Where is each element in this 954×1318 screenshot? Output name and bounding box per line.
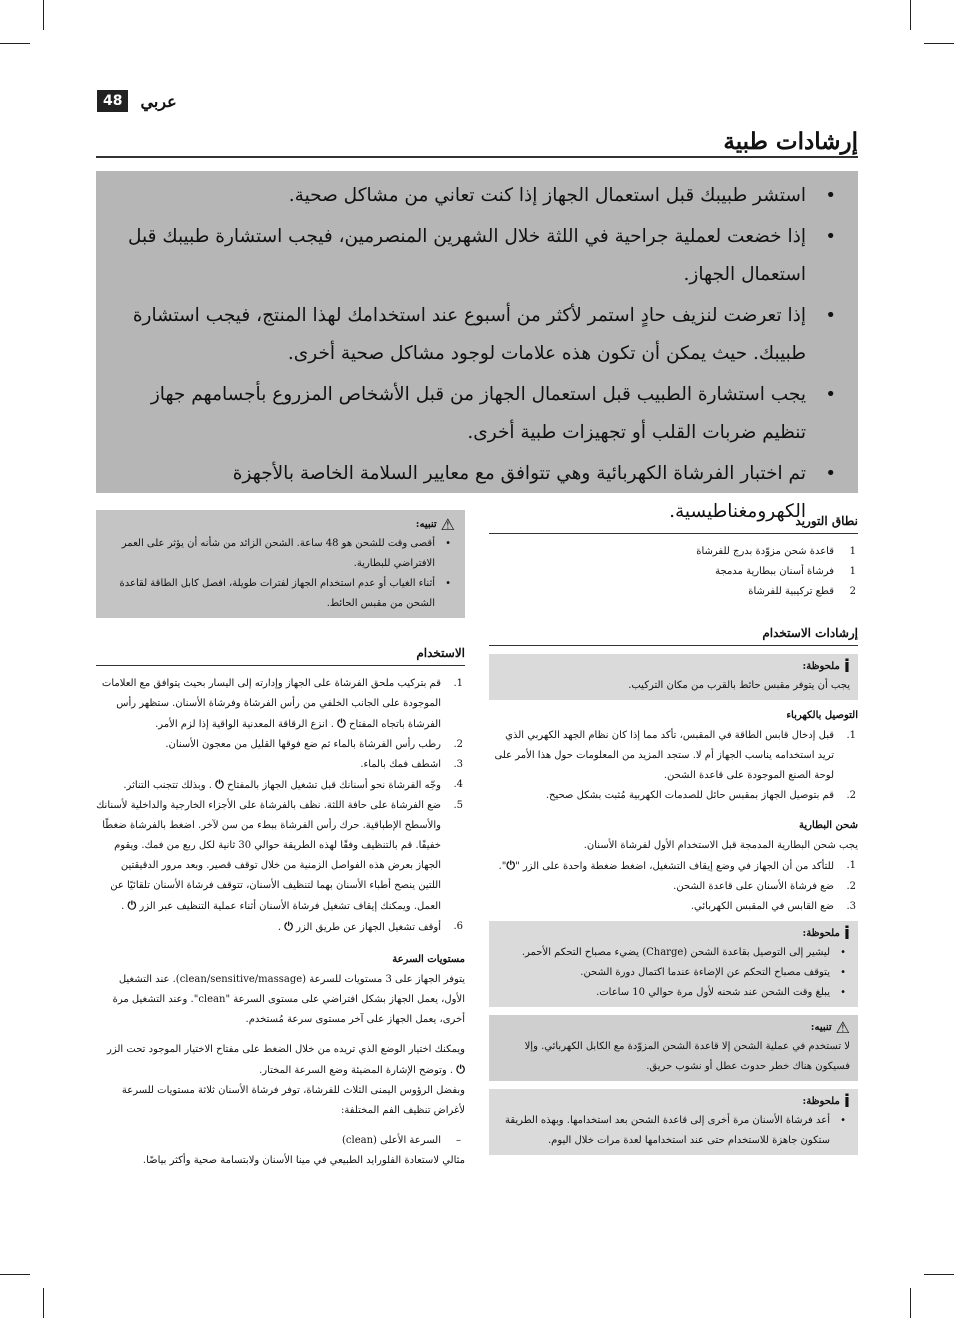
list-item: .3 ضع القابس في المقبس الكهربائي.	[690, 901, 856, 912]
list-item: • يجب استشارة الطبيب قبل استعمال الجهاز من قبل الأشخاص المزروع بأجسامهم جهاز تنظيم ضربات القلب أو تجهيزات طبية أخرى.	[122, 376, 842, 452]
usage-instructions-title: إرشادات الاستخدام	[762, 626, 858, 640]
note-text: يجب أن يتوفر مقبس حائط بالقرب من مكان التركيب.	[628, 680, 850, 691]
list-item: • ليشير إلى التوصيل بقاعدة الشحن (Charge) يضيء مصباح التحكم الأحمر.	[497, 943, 850, 963]
connection-list	[489, 726, 858, 806]
note-label: ملحوظة:	[802, 661, 840, 672]
usage-list	[96, 674, 465, 938]
list-item: .4 وجّه الفرشاة نحو أسنانك قبل تشغيل الجهاز بالمفتاح ⏻ . وبذلك تتجنب التناثر.	[123, 778, 463, 791]
section-divider	[489, 533, 858, 534]
power-icon: ⏻	[127, 899, 137, 912]
battery-intro: يجب شحن البطارية المدمجة قبل الاستخدام الأول لفرشاة الأسنان.	[583, 840, 858, 851]
note-box	[489, 654, 858, 700]
list-item: .3 اشطف فمك بالماء.	[360, 759, 463, 770]
battery-title: شحن البطارية	[799, 820, 858, 831]
power-icon: ⏻	[506, 859, 516, 872]
list-item: .5 ضع الفرشاة على حافة اللثة. نظف بالفرشاة على الأجزاء الخارجية والداخلية لأسنانك والأسطح الإطباقية. حرك رأس الفرشاة ببطء من سن لآخر. اضغط بالفرشاة ضغطًا خفيفًا. قم بالتنظيف وفقًا لهذه الطريقة حوالي 30 ثانية لكل ربع من فمك. ويقوم الجهاز بعرض هذه الفواصل الزمنية من خلال توقف قصير. وبعد مرور الدقيقتين اللتين ينصح أطباء الأسنان بهما لتنظيف الأسنان، تتوقف فرشاة الأسنان تلقائيًا عن العمل. ويمكنك إيقاف تشغيل فرشاة الأسنان أثناء عملية التنظيف عبر الزر ⏻ .	[96, 800, 463, 912]
connection-title: التوصيل بالكهرباء	[786, 710, 858, 721]
speeds-paragraph: ويمكنك اختيار الوضع الذي تريده من خلال الضغط على مفتاح الاختيار الموجود تحت الزر ⏻ . وتوضح الإشارة المضيئة وضع السرعة المختار.	[107, 1044, 465, 1076]
warning-label: تنبيه:	[810, 1022, 832, 1033]
power-icon: ⏻	[337, 717, 346, 730]
caution-label: تنبيه:	[415, 519, 437, 530]
list-item: .2 ضع فرشاة الأسنان على قاعدة الشحن.	[673, 881, 856, 892]
right-column	[489, 512, 858, 1155]
list-item: .2 رطب رأس الفرشاة بالماء ثم ضع فوقها القليل من معجون الأسنان.	[165, 739, 463, 750]
power-icon: ⏻	[215, 778, 224, 791]
warning-text: لا تستخدم في عملية الشحن إلا قاعدة الشحن المزوّدة مع الكابل الكهربائي. وإلا فسيكون هناك خطر حدوث عطل أو نشوب حريق.	[524, 1041, 850, 1072]
list-item: • إذا تعرضت لنزيف حادٍ استمر لأكثر من أسبوع عند استخدامك لهذا المنتج، فيجب استشارة طبيبك. حيث يمكن أن تكون هذه علامات لوجود مشاكل صحية أخرى.	[122, 297, 842, 373]
list-item: • أثناء الغياب أو عدم استخدام الجهاز لفترات طويلة، افصل كابل الطاقة لقاعدة الشحن من مقبس الحائط.	[106, 574, 455, 614]
section-divider	[96, 665, 465, 666]
speed-item: – السرعة الأعلى (clean)	[96, 1131, 465, 1151]
note-label: ملحوظة:	[802, 1096, 840, 1107]
page-title: إرشادات طبية	[723, 128, 858, 155]
bullet-icon: •	[825, 463, 836, 484]
dash: –	[456, 1135, 461, 1146]
list-item: 1 فرشاة أسنان ببطارية مدمجة	[715, 566, 856, 577]
list-item: .1 للتأكد من أن الجهاز في وضع إيقاف التشغيل، اضغط ضغطة واحدة على الزر "⏻".	[498, 859, 856, 872]
list-item: • إذا خضعت لعملية جراحية في اللثة خلال الشهرين المنصرمين، فيجب استشارة طبيبك قبل استعمال الجهاز.	[122, 218, 842, 294]
note-label: ملحوظة:	[802, 928, 840, 939]
list-item: • استشر طبيبك قبل استعمال الجهاز إذا كنت تعاني من مشاكل صحية.	[122, 177, 842, 215]
crop-mark	[43, 0, 44, 30]
bullet-icon: •	[825, 226, 836, 247]
list-item: 2 قطع تركيبية للفرشاة	[748, 586, 856, 597]
scope-list	[489, 542, 858, 602]
speeds-paragraph: وبفضل الرؤوس اليمنى الثلاث للفرشاة، توفر فرشاة الأسنان ثلاثة مستويات للسرعة لأغراض تنظيف الفم المختلفة:	[121, 1085, 465, 1116]
list-item: • أقصى وقت للشحن هو 48 ساعة. الشحن الزائد من شأنه أن يؤثر على العمر الافتراضي للبطارية.	[106, 534, 455, 574]
info-icon: i	[843, 1091, 850, 1112]
list-item: .6 أوقف تشغيل الجهاز عن طريق الزر ⏻ .	[277, 920, 463, 933]
language-label: عربي	[140, 91, 177, 111]
crop-mark	[924, 43, 954, 44]
left-column	[96, 510, 465, 1171]
bullet-icon: •	[825, 305, 836, 326]
power-icon: ⏻	[456, 1063, 465, 1076]
warning-box	[489, 1015, 858, 1081]
list-item: 1 قاعدة شحن مزوّدة بدرج للفرشاة	[696, 546, 856, 557]
bullet-icon: •	[445, 578, 451, 589]
list-item: .1 قبل إدخال قابس الطاقة في المقبس، تأكد مما إذا كان نظام الجهد الكهربي الذي تريد استخدامه يناسب الجهاز أم لا. ستجد المزيد من المعلومات حول هذا الأمر على لوحة الصنع الموجودة على قاعدة الشحن.	[494, 730, 856, 781]
power-icon: ⏻	[284, 920, 293, 933]
info-icon: i	[843, 923, 850, 944]
speeds-title: مستويات السرعة	[392, 954, 465, 965]
bullet-icon: •	[840, 987, 846, 998]
info-icon: i	[843, 656, 850, 677]
section-divider	[489, 645, 858, 646]
usage-title: الاستخدام	[416, 646, 465, 660]
caution-box	[96, 510, 465, 618]
list-item: • أعد فرشاة الأسنان مرة أخرى إلى قاعدة الشحن بعد استخدامها. وبهذه الطريقة ستكون جاهزة للاستخدام حتى عند استخدامها لعدة مرات خلال اليوم.	[497, 1111, 850, 1151]
medical-instructions-list	[122, 177, 842, 531]
scope-title: نطاق التوريد	[795, 514, 858, 528]
bullet-icon: •	[840, 967, 846, 978]
title-divider	[96, 156, 858, 158]
battery-list	[489, 856, 858, 917]
list-item: • تم اختبار الفرشاة الكهربائية وهي تتوافق مع معايير السلامة الخاصة بالأجهزة الكهرومغناطيسية.	[122, 455, 842, 531]
list-item: .2 قم بتوصيل الجهاز بمقبس حائل للصدمات الكهربية مُثبت بشكل صحيح.	[545, 790, 856, 801]
crop-mark	[43, 1288, 44, 1318]
bullet-icon: •	[840, 947, 846, 958]
crop-mark	[0, 1274, 30, 1275]
warning-icon: ⚠	[835, 1018, 850, 1037]
list-item: • يتوقف مصباح التحكم عن الإضاءة عندما اكتمال دورة الشحن.	[497, 963, 850, 983]
page-number: 48	[97, 90, 128, 112]
speed-item-description: مثالي لاستعادة الفلورايد الطبيعي في مينا الأسنان ولابتسامة صحية وأكثر بياضًا.	[142, 1155, 465, 1166]
bullet-icon: •	[825, 185, 836, 206]
list-item: .1 قم بتركيب ملحق الفرشاة على الجهاز وإدارته إلى اليسار بحيث يتوافق مع العلامات الموجودة على الجانب الخلفي من رأس الفرشاة وفرشاة الأسنان. ستظهر رأس الفرشاة باتجاه المفتاح ⏻ . انزع الرقاقة المعدنية الواقية إذا لزم الأمر.	[101, 678, 463, 730]
crop-mark	[924, 1274, 954, 1275]
warning-icon: ⚠	[440, 515, 455, 534]
note-box	[489, 1089, 858, 1155]
crop-mark	[910, 1288, 911, 1318]
speeds-paragraph: يتوفر الجهاز على 3 مستويات للسرعة (clean/sensitive/massage). عند التشغيل الأول، يعمل الجهاز بشكل افتراضي على مستوى السرعة "clean". وعند التشغيل مرة أخرى، يعمل الجهاز على آخر مستوى سرعة مُستخدم.	[112, 974, 465, 1025]
bullet-icon: •	[840, 1115, 846, 1126]
note-box	[489, 921, 858, 1007]
bullet-icon: •	[825, 384, 836, 405]
page-header	[97, 90, 177, 112]
bullet-icon: •	[445, 538, 451, 549]
crop-mark	[910, 0, 911, 30]
list-item: • يبلغ وقت الشحن عند شحنه لأول مرة حوالي 10 ساعات.	[497, 983, 850, 1003]
crop-mark	[0, 43, 30, 44]
